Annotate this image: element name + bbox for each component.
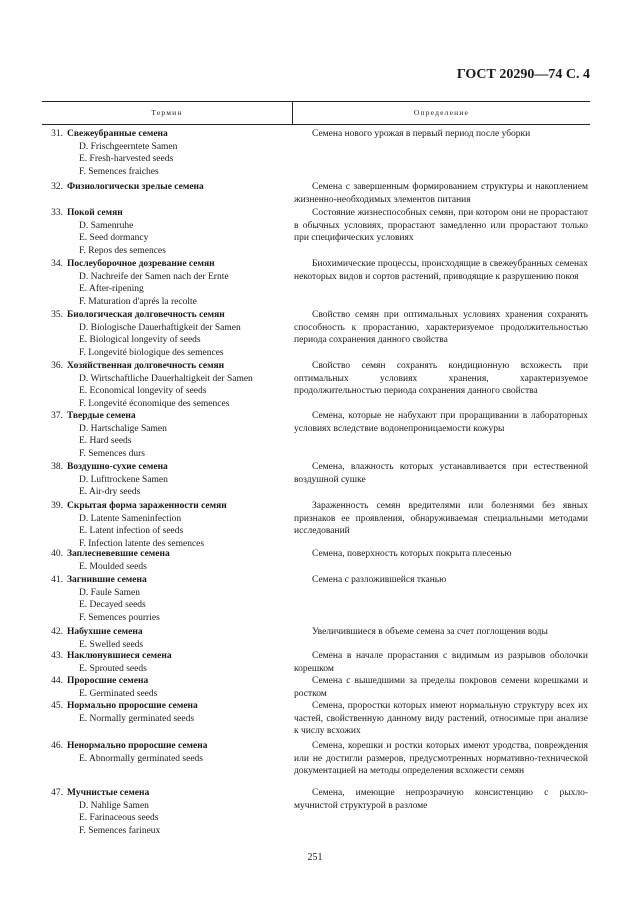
term-number: 41. [51,575,63,585]
term-entry [44,787,289,837]
term-russian: Послеуборочное дозревание семян [67,259,215,269]
term-translation: E. Latent infection of seeds [79,526,184,536]
term-translation: D. Nachreife der Samen nach der Ernte [79,271,229,282]
term-number: 38. [51,462,63,472]
term-number: 37. [51,411,63,421]
term-russian: Физиологически зрелые семена [67,182,204,192]
term-translation: F. Longevité biologique des semences [79,347,224,358]
term-definition: Семена, корешки и ростки которых имеют уродства, повреждения или не достигли размеров, предусмотренных нормативно-технической документацией на методы определения всхожести семян [294,741,588,776]
term-translation: E. Normally germinated seeds [79,713,195,724]
term-translation: D. Lufttrockene Samen [79,474,168,485]
term-russian: Твердые семена [67,411,136,421]
term-translation: E. After-ripening [79,284,144,294]
term-definition: Семена, проростки которых имеют нормальную структуру всех их частей, свойственную данному виду растений, относимые при анализе к числу всхожих [294,701,588,736]
term-translation: E. Germinated seeds [79,688,158,699]
term-entry [44,650,289,675]
term-translation: E. Moulded seeds [79,561,147,572]
term-number: 33. [51,208,63,218]
term-russian: Хозяйственная долговечность семян [67,361,225,371]
term-entry [44,500,289,550]
term-number: 43. [51,651,63,661]
term-translation: F. Semences fraiches [79,166,159,177]
term-russian: Набухшие семена [67,627,143,637]
term-definition: Биохимические процессы, происходящие в свежеубранных семенах некоторых видов и сортов растений, приводящие к разрушению покоя [294,259,588,282]
term-number: 32. [51,182,63,192]
term-translation: E. Abnormally germinated seeds [79,753,203,764]
term-translation: E. Sprouted seeds [79,663,147,674]
term-heading [44,626,289,639]
term-heading [44,650,289,663]
term-russian: Проросшие семена [67,676,149,686]
term-translation: F. Infection latente des semences [79,538,205,549]
term-translation: D. Latente Sameninfection [79,513,182,524]
term-number: 47. [51,788,63,798]
term-number: 42. [51,627,63,637]
term-definition: Зараженность семян вредителями или болезнями без явных признаков ее проявления, обнаруживаемая специальными методами исследований [294,501,588,536]
term-translation: E. Economical longevity of seeds [79,386,207,396]
term-number: 46. [51,741,63,751]
term-heading [44,360,289,373]
term-translation: D. Nahlige Samen [79,800,149,811]
term-definition: Семена с разложившейся тканью [312,575,447,585]
term-translation: F. Maturation d'aprés la recolte [79,296,197,307]
term-russian: Ненормально проросшие семена [67,741,208,751]
term-entry [44,360,289,410]
term-translation: F. Longevité économique des semences [79,398,230,409]
term-heading [44,787,289,800]
term-heading [44,461,289,474]
term-translation: D. Frischgeerntete Samen [79,141,178,152]
term-definition: Семена, которые не набухают при проращивании в лабораторных условиях вследствие водонепроницаемости кожуры [294,411,588,434]
term-number: 34. [51,259,63,269]
term-entry [44,626,289,651]
term-definition: Семена, поверхность которых покрыта плесенью [312,549,512,559]
term-definition: Семена в начале прорастания с видимым из разрывов оболочки корешком [294,651,588,674]
term-translation: D. Wirtschaftliche Dauerhaltigkeit der Samen [79,373,253,384]
term-translation: F. Repos des semences [79,245,166,256]
column-header-term: Термин [151,108,183,117]
term-entry [44,258,289,308]
term-russian: Свежеубранные семена [67,129,168,139]
term-translation: D. Hartschalige Samen [79,423,167,434]
page-header: ГОСТ 20290—74 С. 4 [456,67,590,82]
term-entry [44,461,289,499]
term-translation: F. Semences farineux [79,825,161,836]
term-russian: Нормально проросшие семена [67,701,198,711]
term-heading [44,675,289,688]
term-number: 44. [51,676,63,686]
term-translation: F. Semences pourries [79,612,160,623]
term-translation: D. Samenruhe [79,220,134,231]
page-number: 251 [307,852,323,863]
term-definition: Семена с завершенным формированием структуры и накоплением жизненно-необходимых элементов питания [294,182,588,205]
term-heading [44,574,289,587]
term-translation: E. Decayed seeds [79,600,146,610]
term-russian: Наклюнувшиеся семена [67,651,172,661]
term-entry [44,700,289,725]
term-entry [44,207,289,257]
term-definition: Семена, имеющие непрозрачную консистенцию с рыхло-мучнистой структурой в разломе [294,788,588,811]
term-entry [44,410,289,460]
term-russian: Покой семян [67,208,123,218]
table-header-rule [42,124,590,125]
term-translation: D. Biologische Dauerhaftigkeit der Samen [79,322,241,333]
term-russian: Загнившие семена [67,575,147,585]
term-number: 31. [51,129,63,139]
term-russian: Воздушно-сухие семена [67,462,168,472]
term-entry [44,309,289,359]
term-heading [44,700,289,713]
term-number: 36. [51,361,63,371]
term-definition: Свойство семян сохранять кондиционную всхожесть при оптимальных условиях хранения, характеризуемое продолжительностью периода сохранения данного свойства [294,361,588,396]
term-entry [44,675,289,700]
table-top-rule [42,101,590,102]
term-russian: Заплесневевшие семена [67,549,170,559]
term-translation: D. Faule Samen [79,587,140,598]
term-heading [44,740,289,753]
term-number: 39. [51,501,63,511]
term-entry [44,181,289,194]
term-entry [44,128,289,178]
term-definition: Семена нового урожая в первый период после уборки [312,129,531,139]
term-definition: Семена с вышедшими за пределы покровов семени корешками и ростком [294,676,588,699]
term-heading [44,128,289,141]
term-translation: E. Swelled seeds [79,639,144,650]
term-definition: Свойство семян при оптимальных условиях хранения сохранять способность к прорастанию, характеризуемое продолжительностью периода сохранения данного свойства [294,310,588,345]
term-definition: Увеличившиеся в объеме семена за счет поглощения воды [312,627,548,637]
term-number: 35. [51,310,63,320]
term-russian: Биологическая долговечность семян [67,310,225,320]
term-definition: Семена, влажность которых устанавливается при естественной воздушной сушке [294,462,588,485]
term-translation: E. Fresh-harvested seeds [79,154,174,164]
term-entry [44,548,289,573]
term-heading [44,258,289,271]
term-translation: E. Biological longevity of seeds [79,335,201,345]
term-heading [44,548,289,561]
term-heading [44,207,289,220]
term-entry [44,574,289,624]
term-translation: F. Semences durs [79,448,145,459]
term-number: 40. [51,549,63,559]
column-header-definition: Определение [413,108,470,117]
term-russian: Скрытая форма зараженности семян [67,501,227,511]
term-translation: E. Hard seeds [79,436,132,446]
term-translation: E. Seed dormancy [79,233,149,243]
term-entry [44,740,289,765]
term-russian: Мучнистые семена [67,788,150,798]
term-heading [44,181,289,194]
term-number: 45. [51,701,63,711]
term-heading [44,410,289,423]
term-definition: Состояние жизнеспособных семян, при котором они не прорастают в обычных условиях, прорастают замедленно или прорастают только при специфических условиях [294,208,588,243]
term-translation: E. Air-dry seeds [79,487,141,497]
term-translation: E. Farinaceous seeds [79,813,159,823]
term-heading [44,309,289,322]
term-heading [44,500,289,513]
